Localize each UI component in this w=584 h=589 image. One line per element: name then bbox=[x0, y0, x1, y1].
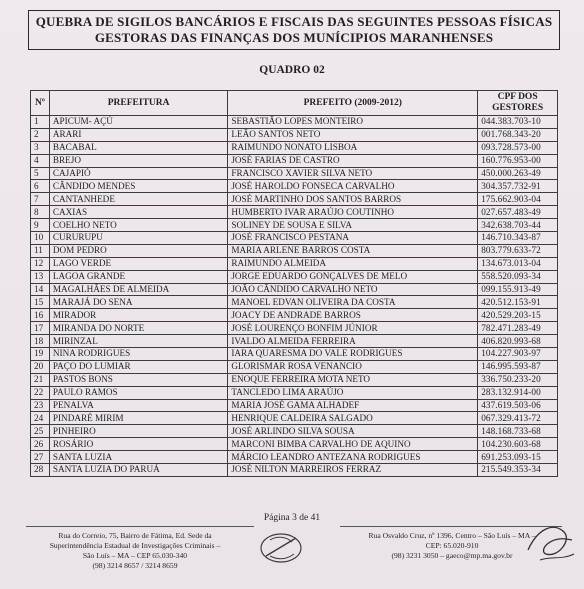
cell-cpf: 175.662.903-04 bbox=[478, 193, 558, 206]
cell-prefeitura: CÂNDIDO MENDES bbox=[49, 180, 227, 193]
cell-cpf: 215.549.353-34 bbox=[478, 464, 558, 477]
footer-right-line-3: (98) 3231 3050 – gaeco@mp.ma.gov.br bbox=[391, 551, 513, 560]
table-row bbox=[31, 412, 558, 425]
table-row bbox=[31, 425, 558, 438]
cell-prefeitura: PINHEIRO bbox=[49, 425, 227, 438]
document-title-box bbox=[28, 10, 560, 50]
title-line-1: QUEBRA DE SIGILOS BANCÁRIOS E FISCAIS DAS SEGUINTES PESSOAS FÍSICAS bbox=[35, 14, 553, 29]
cell-cpf: 148.168.733-68 bbox=[478, 425, 558, 438]
cell-cpf: 146.710.343-87 bbox=[478, 232, 558, 245]
cell-prefeito: JOSÉ LOURENÇO BONFIM JÚNIOR bbox=[228, 322, 478, 335]
cell-prefeito: JOSÉ NILTON MARREIROS FERRAZ bbox=[228, 464, 478, 477]
cell-prefeito: MARIA JOSÉ GAMA ALHADEF bbox=[228, 399, 478, 412]
cell-prefeitura: MIRADOR bbox=[49, 309, 227, 322]
cell-number: 26 bbox=[31, 438, 50, 451]
cell-prefeitura: PAÇO DO LUMIAR bbox=[49, 360, 227, 373]
cell-prefeitura: CAXIAS bbox=[49, 206, 227, 219]
cell-cpf: 104.227.903-97 bbox=[478, 348, 558, 361]
header-prefeito: PREFEITO (2009-2012) bbox=[228, 91, 478, 116]
table-row bbox=[31, 116, 558, 129]
cell-prefeitura: NINA RODRIGUES bbox=[49, 348, 227, 361]
cell-cpf: 336.750.233-20 bbox=[478, 373, 558, 386]
cell-number: 11 bbox=[31, 244, 50, 257]
cell-cpf: 420.512.153-91 bbox=[478, 296, 558, 309]
cell-number: 14 bbox=[31, 283, 50, 296]
table-row bbox=[31, 451, 558, 464]
footer-address-left bbox=[20, 531, 250, 571]
cell-cpf: 406.820.993-68 bbox=[478, 335, 558, 348]
cell-number: 28 bbox=[31, 464, 50, 477]
cell-prefeitura: CAJAPIÓ bbox=[49, 167, 227, 180]
table-row bbox=[31, 128, 558, 141]
table-row bbox=[31, 309, 558, 322]
cell-number: 12 bbox=[31, 257, 50, 270]
table-body bbox=[31, 116, 558, 477]
table-row bbox=[31, 257, 558, 270]
table-row bbox=[31, 206, 558, 219]
cell-prefeitura: SANTA LUZIA DO PARUÁ bbox=[49, 464, 227, 477]
header-cpf-line-2: GESTORES bbox=[492, 103, 544, 113]
cell-prefeito: IARA QUARESMA DO VALE RODRIGUES bbox=[228, 348, 478, 361]
cell-prefeito: MANOEL EDVAN OLIVEIRA DA COSTA bbox=[228, 296, 478, 309]
cell-prefeito: IVALDO ALMEIDA FERREIRA bbox=[228, 335, 478, 348]
cell-prefeito: JORGE EDUARDO GONÇALVES DE MELO bbox=[228, 270, 478, 283]
cell-prefeito: SOLINEY DE SOUSA E SILVA bbox=[228, 219, 478, 232]
cell-prefeitura: MAGALHÃES DE ALMEIDA bbox=[49, 283, 227, 296]
cell-cpf: 304.357.732-91 bbox=[478, 180, 558, 193]
cell-prefeito: SEBASTIÃO LOPES MONTEIRO bbox=[228, 116, 478, 129]
cell-prefeitura: BACABAL bbox=[49, 141, 227, 154]
cell-number: 10 bbox=[31, 232, 50, 245]
cell-number: 13 bbox=[31, 270, 50, 283]
cell-prefeitura: MIRINZAL bbox=[49, 335, 227, 348]
cell-prefeito: JOSÉ FRANCISCO PESTANA bbox=[228, 232, 478, 245]
cell-number: 23 bbox=[31, 399, 50, 412]
cell-number: 2 bbox=[31, 128, 50, 141]
cell-prefeito: JOÃO CÂNDIDO CARVALHO NETO bbox=[228, 283, 478, 296]
cell-cpf: 160.776.953-00 bbox=[478, 154, 558, 167]
cell-prefeitura: APICUM- AÇÚ bbox=[49, 116, 227, 129]
table-row bbox=[31, 322, 558, 335]
table-row bbox=[31, 283, 558, 296]
header-cpf bbox=[478, 91, 558, 116]
cell-cpf: 093.728.573-00 bbox=[478, 141, 558, 154]
table-row bbox=[31, 360, 558, 373]
cell-prefeitura: MARAJÁ DO SENA bbox=[49, 296, 227, 309]
footer-left-line-3: São Luís – MA – CEP 65.030-340 bbox=[82, 551, 188, 560]
cell-cpf: 803.779.633-72 bbox=[478, 244, 558, 257]
cell-cpf: 558.520.093-34 bbox=[478, 270, 558, 283]
cell-prefeitura: CANTANHEDE bbox=[49, 193, 227, 206]
cell-cpf: 104.230.603-68 bbox=[478, 438, 558, 451]
cell-number: 4 bbox=[31, 154, 50, 167]
cell-cpf: 067.329.413-72 bbox=[478, 412, 558, 425]
table-row bbox=[31, 180, 558, 193]
table-row bbox=[31, 348, 558, 361]
cell-cpf: 450.000.263-49 bbox=[478, 167, 558, 180]
cell-prefeitura: LAGO VERDE bbox=[49, 257, 227, 270]
cell-prefeito: HENRIQUE CALDEIRA SALGADO bbox=[228, 412, 478, 425]
table-row bbox=[31, 438, 558, 451]
cell-cpf: 027.657.483-49 bbox=[478, 206, 558, 219]
footer-right-line-1: Rua Osvaldo Cruz, nº 1396, Centro – São Luís – MA – bbox=[368, 531, 536, 540]
cell-prefeito: JOSÉ MARTINHO DOS SANTOS BARROS bbox=[228, 193, 478, 206]
table-row bbox=[31, 386, 558, 399]
cell-number: 20 bbox=[31, 360, 50, 373]
cell-prefeitura: ARARI bbox=[49, 128, 227, 141]
header-n: Nº bbox=[31, 91, 50, 116]
cell-prefeito: MARIA ARLENE BARROS COSTA bbox=[228, 244, 478, 257]
table-row bbox=[31, 270, 558, 283]
cell-prefeitura: SANTA LUZIA bbox=[49, 451, 227, 464]
cell-prefeito: LEÃO SANTOS NETO bbox=[228, 128, 478, 141]
cell-number: 24 bbox=[31, 412, 50, 425]
cell-cpf: 342.638.703-44 bbox=[478, 219, 558, 232]
cell-cpf: 044.383.703-10 bbox=[478, 116, 558, 129]
cell-number: 5 bbox=[31, 167, 50, 180]
cell-cpf: 782.471.283-49 bbox=[478, 322, 558, 335]
table-row bbox=[31, 193, 558, 206]
cell-prefeito: JOSÉ FARIAS DE CASTRO bbox=[228, 154, 478, 167]
municipios-table bbox=[30, 90, 558, 477]
cell-prefeito: HUMBERTO IVAR ARAÚJO COUTINHO bbox=[228, 206, 478, 219]
footer-right-line-2: CEP: 65.020-910 bbox=[425, 541, 479, 550]
cell-prefeito: FRANCISCO XAVIER SILVA NETO bbox=[228, 167, 478, 180]
table-row bbox=[31, 296, 558, 309]
table-row bbox=[31, 219, 558, 232]
cell-number: 17 bbox=[31, 322, 50, 335]
cell-prefeito: JOACY DE ANDRADE BARROS bbox=[228, 309, 478, 322]
cell-cpf: 134.673.013-04 bbox=[478, 257, 558, 270]
footer-divider-left bbox=[26, 526, 254, 527]
cell-prefeito: MARCONI BIMBA CARVALHO DE AQUINO bbox=[228, 438, 478, 451]
table-row bbox=[31, 154, 558, 167]
cell-cpf: 146.995.593-87 bbox=[478, 360, 558, 373]
cell-number: 16 bbox=[31, 309, 50, 322]
quadro-heading: QUADRO 02 bbox=[259, 64, 325, 76]
cell-number: 19 bbox=[31, 348, 50, 361]
cell-cpf: 099.155.913-49 bbox=[478, 283, 558, 296]
table-row bbox=[31, 141, 558, 154]
title-line-2: GESTORAS DAS FINANÇAS DOS MUNÍCIPIOS MARANHENSES bbox=[94, 30, 494, 45]
cell-number: 15 bbox=[31, 296, 50, 309]
table-row bbox=[31, 244, 558, 257]
cell-cpf: 420.529.203-15 bbox=[478, 309, 558, 322]
cell-prefeitura: PAULO RAMOS bbox=[49, 386, 227, 399]
table-header-row bbox=[31, 91, 558, 116]
table-row bbox=[31, 167, 558, 180]
cell-prefeitura: ROSÁRIO bbox=[49, 438, 227, 451]
cell-number: 6 bbox=[31, 180, 50, 193]
cell-number: 7 bbox=[31, 193, 50, 206]
table-row bbox=[31, 464, 558, 477]
cell-prefeito: GLORISMAR ROSA VENANCIO bbox=[228, 360, 478, 373]
cell-prefeitura: PENALVA bbox=[49, 399, 227, 412]
cell-prefeito: RAIMUNDO ALMEIDA bbox=[228, 257, 478, 270]
cell-cpf: 437.619.503-06 bbox=[478, 399, 558, 412]
page-number: Página 3 de 41 bbox=[263, 513, 321, 523]
cell-number: 21 bbox=[31, 373, 50, 386]
footer-left-line-4: (98) 3214 8657 / 3214 8659 bbox=[92, 561, 178, 570]
cell-prefeitura: PINDARÉ MIRIM bbox=[49, 412, 227, 425]
cell-prefeito: JOSÉ ARLINDO SILVA SOUSA bbox=[228, 425, 478, 438]
cell-number: 18 bbox=[31, 335, 50, 348]
table-row bbox=[31, 373, 558, 386]
cell-prefeitura: LAGOA GRANDE bbox=[49, 270, 227, 283]
institution-seal-icon bbox=[256, 528, 306, 568]
cell-cpf: 283.132.914-00 bbox=[478, 386, 558, 399]
cell-prefeito: MÁRCIO LEANDRO ANTEZANA RODRIGUES bbox=[228, 451, 478, 464]
cell-number: 3 bbox=[31, 141, 50, 154]
cell-prefeito: ENOQUE FERREIRA MOTA NETO bbox=[228, 373, 478, 386]
cell-prefeitura: PASTOS BONS bbox=[49, 373, 227, 386]
cell-number: 22 bbox=[31, 386, 50, 399]
cell-number: 8 bbox=[31, 206, 50, 219]
cell-number: 1 bbox=[31, 116, 50, 129]
cell-cpf: 691.253.093-15 bbox=[478, 451, 558, 464]
cell-prefeitura: BREJO bbox=[49, 154, 227, 167]
cell-prefeitura: MIRANDA DO NORTE bbox=[49, 322, 227, 335]
header-prefeitura: PREFEITURA bbox=[49, 91, 227, 116]
table-row bbox=[31, 335, 558, 348]
cell-prefeitura: CURURUPU bbox=[49, 232, 227, 245]
footer-left-line-1: Rua do Correio, 75, Bairro de Fátima, Ed. Sede da bbox=[58, 531, 212, 540]
cell-number: 9 bbox=[31, 219, 50, 232]
header-cpf-line-1: CPF DOS bbox=[497, 92, 538, 102]
cell-prefeito: TANCLEDO LIMA ARAÚJO bbox=[228, 386, 478, 399]
cell-prefeito: JOSÉ HAROLDO FONSECA CARVALHO bbox=[228, 180, 478, 193]
cell-number: 25 bbox=[31, 425, 50, 438]
footer-left-line-2: Superintendência Estadual de Investigações Criminais – bbox=[49, 541, 221, 550]
cell-prefeitura: DOM PEDRO bbox=[49, 244, 227, 257]
cell-cpf: 001.768.343-20 bbox=[478, 128, 558, 141]
cell-number: 27 bbox=[31, 451, 50, 464]
cell-prefeito: RAIMUNDO NONATO LISBOA bbox=[228, 141, 478, 154]
signature-icon bbox=[520, 510, 580, 570]
cell-prefeitura: COELHO NETO bbox=[49, 219, 227, 232]
table-row bbox=[31, 232, 558, 245]
table-row bbox=[31, 399, 558, 412]
